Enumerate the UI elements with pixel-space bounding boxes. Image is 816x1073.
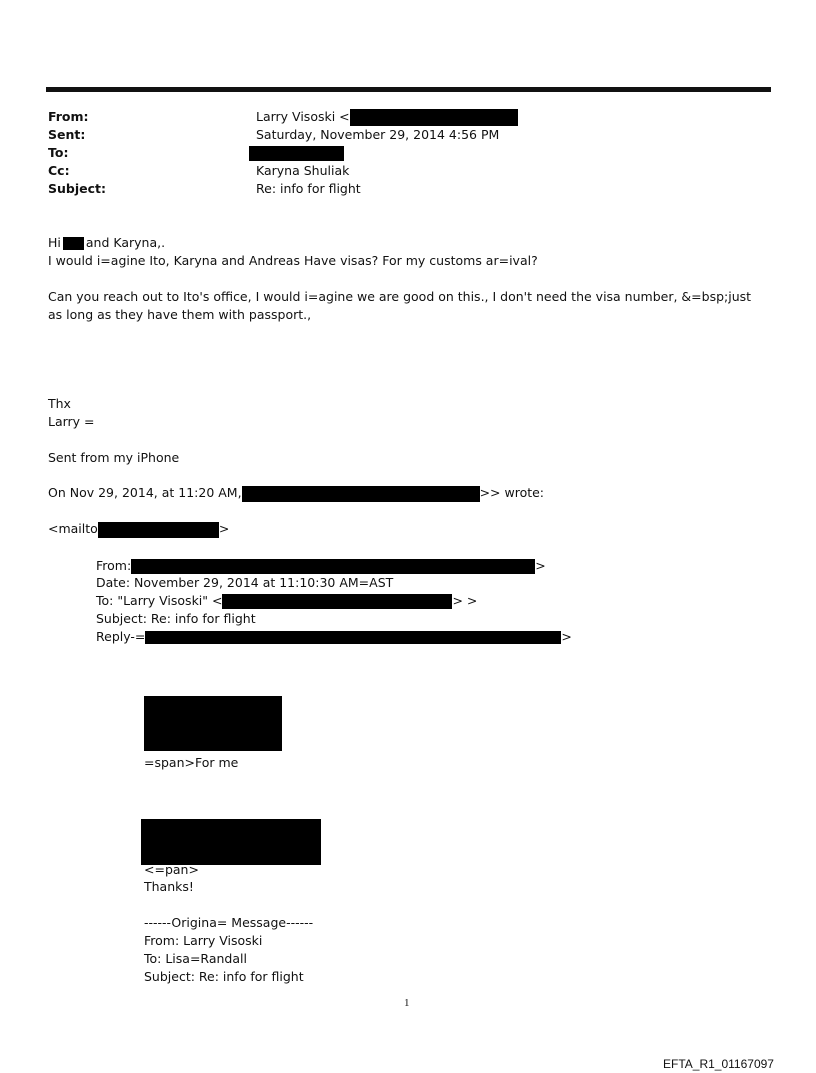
body-paragraph-office: Can you reach out to Ito's office, I would i=agine we are good on this., I don't need the visa number, &=bsp;just as long as they have them with passport., bbox=[48, 289, 752, 322]
cc-label: Cc: bbox=[48, 163, 70, 178]
redaction bbox=[63, 237, 84, 250]
to-label: To: bbox=[48, 145, 69, 160]
quoted-reply bbox=[96, 628, 572, 646]
original-subject: Subject: Re: info for flight bbox=[144, 969, 304, 984]
greeting-pre: Hi bbox=[48, 235, 61, 250]
pan-tag: <=pan> bbox=[144, 862, 199, 877]
page-number: 1 bbox=[404, 997, 410, 1009]
cc-value: Karyna Shuliak bbox=[256, 163, 350, 178]
from-value bbox=[256, 108, 518, 126]
reply-attribution bbox=[48, 484, 544, 502]
from-label: From: bbox=[48, 109, 89, 124]
body-line-visas: I would i=agine Ito, Karyna and Andreas Have visas? For my customs ar=ival? bbox=[48, 253, 538, 268]
quoted-reply-label: Reply-= bbox=[96, 629, 146, 644]
subject-label: Subject: bbox=[48, 181, 106, 196]
greeting bbox=[48, 234, 165, 252]
attribution-wrote: >> wrote: bbox=[479, 485, 545, 500]
quoted-from bbox=[96, 557, 546, 575]
span-for-me: =span>For me bbox=[144, 755, 239, 770]
quoted-subject: Subject: Re: info for flight bbox=[96, 611, 256, 626]
quoted-reply-end: > bbox=[561, 629, 572, 644]
redaction-block bbox=[141, 819, 321, 865]
quoted-to-label: To: "Larry Visoski" < bbox=[96, 593, 223, 608]
signoff-thx: Thx bbox=[48, 396, 71, 411]
original-message-separator: ------Origina= Message------ bbox=[144, 915, 314, 930]
greeting-post: and Karyna,. bbox=[85, 235, 166, 250]
attribution-date: On Nov 29, 2014, at 11:20 AM, bbox=[48, 485, 242, 500]
quoted-to-end: > > bbox=[452, 593, 478, 608]
quoted-from-label: From: bbox=[96, 558, 132, 573]
redaction-block bbox=[144, 696, 282, 751]
thanks-text: Thanks! bbox=[144, 879, 194, 894]
from-name: Larry Visoski < bbox=[256, 109, 350, 124]
redaction bbox=[249, 146, 344, 161]
document-id: EFTA_R1_01167097 bbox=[663, 1057, 774, 1071]
subject-value: Re: info for flight bbox=[256, 181, 361, 196]
redaction bbox=[350, 109, 518, 126]
to-value bbox=[249, 144, 344, 162]
redaction bbox=[98, 522, 219, 538]
redaction bbox=[222, 594, 452, 609]
quoted-from-end: > bbox=[535, 558, 546, 573]
sent-value: Saturday, November 29, 2014 4:56 PM bbox=[256, 127, 500, 142]
original-from: From: Larry Visoski bbox=[144, 933, 263, 948]
signoff-name: Larry = bbox=[48, 414, 95, 429]
quoted-to bbox=[96, 592, 477, 610]
original-to: To: Lisa=Randall bbox=[144, 951, 247, 966]
sent-from-iphone: Sent from my iPhone bbox=[48, 450, 180, 465]
sent-label: Sent: bbox=[48, 127, 86, 142]
redaction bbox=[131, 559, 535, 574]
redaction bbox=[242, 486, 480, 502]
quoted-date: Date: November 29, 2014 at 11:10:30 AM=AST bbox=[96, 575, 394, 590]
header-rule bbox=[46, 87, 771, 92]
redaction bbox=[145, 631, 561, 644]
mailto-text: <mailto bbox=[48, 521, 98, 536]
mailto-line: <mailto > bbox=[48, 521, 230, 536]
